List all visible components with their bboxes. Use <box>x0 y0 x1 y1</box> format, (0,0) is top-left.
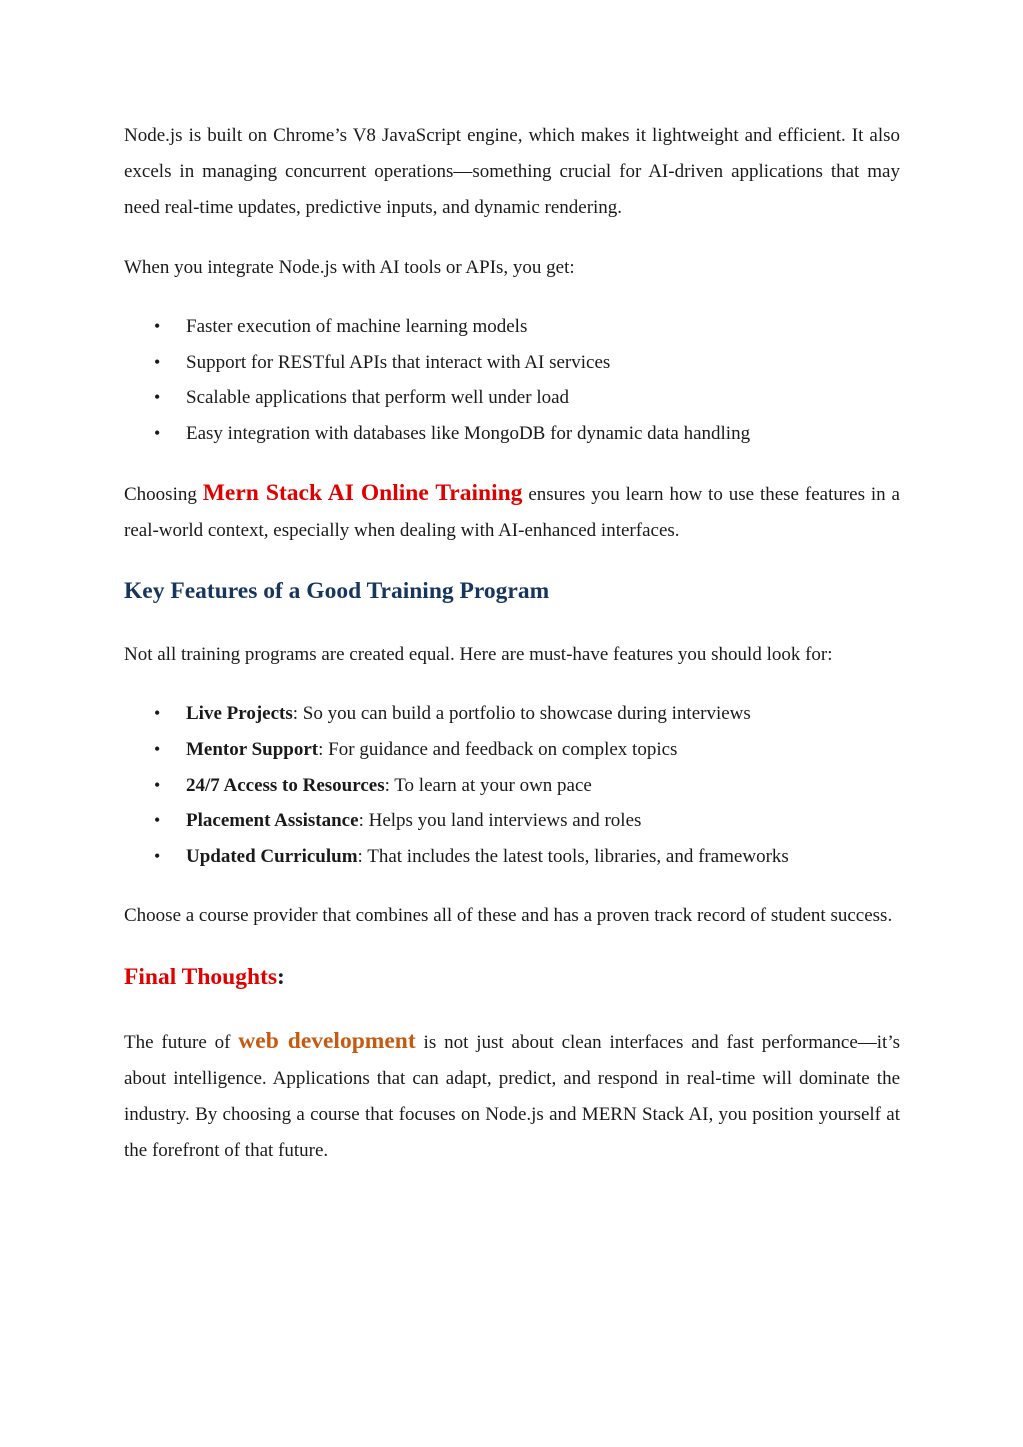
list-item: • Support for RESTful APIs that interact with AI services <box>124 345 900 381</box>
key-features-intro: Not all training programs are created equal. Here are must-have features you should look for: <box>124 644 833 666</box>
feature-term: Placement Assistance <box>186 810 359 832</box>
final-thoughts-heading <box>124 959 900 995</box>
feature-term: Updated Curriculum <box>186 845 358 867</box>
feature-desc: : Helps you land interviews and roles <box>358 810 642 832</box>
final-thoughts-colon: : <box>277 964 285 991</box>
integration-lead: When you integrate Node.js with AI tools or APIs, you get: <box>124 257 575 278</box>
list-item: • Scalable applications that perform well under load <box>124 380 900 416</box>
feature-term: 24/7 Access to Resources <box>186 774 385 796</box>
list-item: • Faster execution of machine learning models <box>124 309 900 345</box>
feature-desc: : To learn at your own pace <box>384 774 592 796</box>
features-list <box>124 696 900 874</box>
course-provider-paragraph: Choose a course provider that combines all of these and has a proven track record of student success. <box>124 905 893 927</box>
key-features-heading: Key Features of a Good Training Program <box>124 578 550 605</box>
intro-paragraph: Node.js is built on Chrome’s V8 JavaScript engine, which makes it lightweight and efficient. It also excels in managing concurrent operations—something crucial for AI-driven applications that may need real-time updates, predictive inputs, and dynamic rendering. <box>124 125 900 218</box>
list-item <box>124 696 900 732</box>
final-paragraph <box>124 1023 900 1169</box>
feature-term: Mentor Support <box>186 738 319 760</box>
feature-term: Live Projects <box>186 703 293 725</box>
choosing-text-before: Choosing <box>124 484 203 506</box>
final-text-after: is not just about clean interfaces and fast performance—it’s about intelligence. Applications that can adapt, predict, and respond in real-time will dominate the industry. By choosing a course that focuses on Node.js and MERN Stack AI, you position yourself at the forefront of that future. <box>124 1032 900 1162</box>
feature-desc: : So you can build a portfolio to showcase during interviews <box>292 703 751 725</box>
list-item <box>124 839 900 875</box>
choosing-paragraph <box>124 475 900 549</box>
feature-desc: : For guidance and feedback on complex topics <box>318 738 678 760</box>
list-item <box>124 768 900 804</box>
mern-stack-training-link[interactable]: Mern Stack AI Online Training <box>202 480 523 507</box>
list-item <box>124 732 900 768</box>
benefits-list <box>124 309 900 451</box>
list-item: • Easy integration with databases like MongoDB for dynamic data handling <box>124 416 900 452</box>
choosing-text-after: ensures you learn how to use these features in a real-world context, especially when dealing with AI-enhanced interfaces. <box>124 484 900 542</box>
list-item <box>124 803 900 839</box>
final-thoughts-title: Final Thoughts <box>124 964 278 991</box>
final-text-before: The future of <box>124 1032 239 1054</box>
feature-desc: : That includes the latest tools, libraries, and frameworks <box>357 845 789 867</box>
document-page <box>124 118 900 1169</box>
web-development-link[interactable]: web development <box>238 1028 416 1055</box>
